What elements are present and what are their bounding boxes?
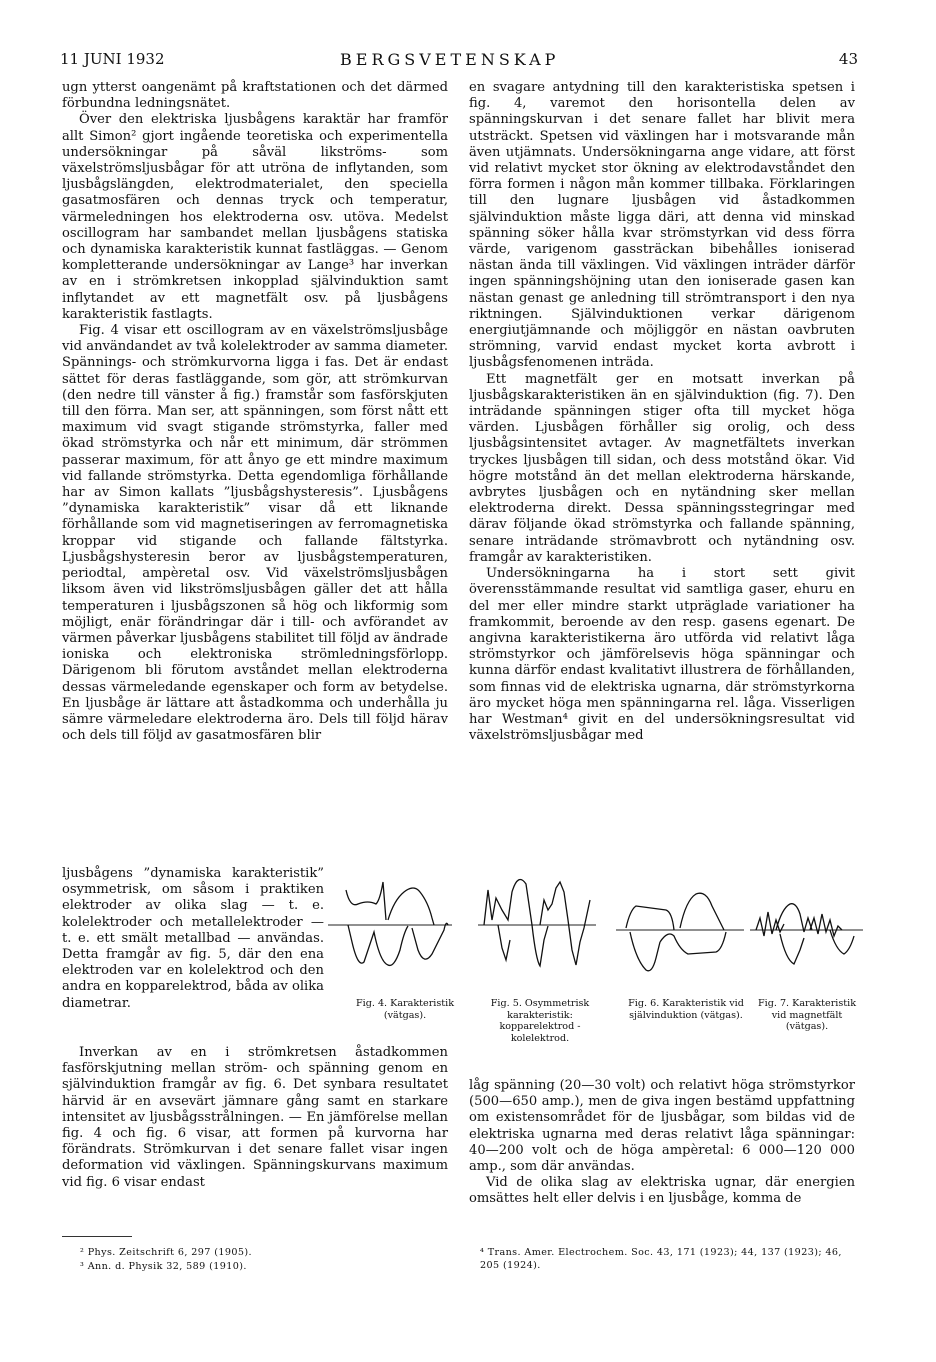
journal-title: BERGSVETENSKAP [340,50,560,69]
paragraph: Vid de olika slag av elektriska ugnar, där energien omsättes helt eller delvis i en ljusbåge, komma de [469,1175,855,1207]
paragraph: Undersökningarna ha i stort sett givit överensstämmande resultat vid samtliga gaser, ehuru en del mer eller mindre starkt utpräglade variationer ha framkommit, beroende av den resp. gasens egenart. De angivna karakteristikerna äro utförda vid relativt låga strömstyrkor och jämförelsevis höga spänningar och kunna därför endast kvalitativt illustrera de förhållanden, som finnas vid de elektriska ugnarna, där strömstyrkorna äro mycket höga men spänningarna rel. låga. Visserligen har Westman⁴ givit en del undersökningsresultat vid växelströmsljusbågar med [469,566,855,744]
page-number: 43 [838,50,858,68]
right-column-top [469,80,855,744]
paragraph: Inverkan av en i strömkretsen åstadkommen fasförskjutning mellan ström- och spänning genom en självinduktion framgår av fig. 6. Det synbara resultatet härvid är en avsevärt jämnare gång samt en starkare intensitet av ljusbågsstrålningen. — En jämförelse mellan fig. 4 och fig. 6 visar, att formen på kurvorna har förändrats. Strömkurvan i det senare fallet visar ingen deformation vid växlingen. Spänningskurvans maximum vid fig. 6 visar endast [62,1045,448,1190]
paragraph: ljusbågens ”dynamiska karakteristik” osymmetrisk, om såsom i praktiken elektroder av olika slag — t. e. kolelektroder och metallelektroder — t. e. ett smält metallbad — användas. Detta framgår av fig. 5, där den ena elektroden var en kolelektrod och den andra en kopparelektrod, båda av olika diametrar. [62,866,324,1011]
paragraph: Fig. 4 visar ett oscillogram av en växelströmsljusbåge vid användandet av två kolelektroder av samma diameter. Spännings- och strömkurvorna ligga i fas. Det är endast sättet för deras fastläggande, som gör, att strömkurvan (den nedre till vänster å fig.) framstår som fasförskjuten till den förra. Man ser, att spänningen, som först nått ett maximum vid svagt stigande strömstyrka, faller med ökad strömstyrka och når ett minimum, där strömmen passerar maximum, för att ånyo ge ett mindre maximum vid fallande strömstyrka. Detta egendomliga förhållande har av Simon kallats ”ljusbågshysteresis”. Ljusbågens ”dynamiska karakteristik” visar då ett liknande förhållande som vid magnetiseringen av ferromagnetiska kroppar vid stigande och fallande fältstyrka. Ljusbågshysteresin beror av ljusbågstemperaturen, periodtal, ampèretal osv. Vid växelströmsljusbågen liksom även vid likströmsljusbågen gäller det att hålla temperaturen i ljusbågszonen så hög och likformig som möjligt, enär förändringar där i till- och avförandet av värmen påverkar ljusbågens stabilitet till följd av ändrade ioniska och elektroniska strömledningsförlopp. Därigenom bli förutom avståndet mellan elektroderna dessas värmeledande egenskaper och form av betydelse. En ljusbåge är lättare att åstadkomma och underhålla ju sämre värmeledare elektroderna äro. Dels till följd härav och dels till följd av gasatmosfären blir [62,323,448,744]
left-column [62,80,448,744]
footnote-rule-left [62,1236,132,1237]
figure-6-caption: Fig. 6. Karakteristik vid självinduktion (vätgas). [628,998,744,1021]
figure-7-oscillogram [750,890,865,980]
paragraph: Ett magnetfält ger en motsatt inverkan på ljusbågskarakteristiken än en självinduktion (fig. 7). Den inträdande spänningen stiger ofta till mycket höga värden. Ljusbågen förhåller sig orolig, och dess ljusbågsintensitet avtager. Av magnetfältets inverkan tryckes ljusbågen till sidan, och dess motstånd ökar. Vid högre motstånd än det mellan elektroderna härskande, avbrytes ljusbågen och en nytändning sker mellan elektroderna direkt. Dessa spänningsstegringar med därav följande ökad strömstyrka och fallande spänning, senare inträdande strömavbrott och nytändning osv. framgår av karakteristiken. [469,371,855,565]
paragraph: Över den elektriska ljusbågens karaktär har framför allt Simon² gjort ingående teoretiska och experimentella undersökningar på såväl likströms- som växelströmsljusbågar för att utröna de inflytanden, som ljusbågslängden, elektrodmaterialet, den speciella gasatmosfären och dennas tryck och temperatur, värmeledningen hos elektroderna osv. utöva. Medelst oscillogram har sambandet mellan ljusbågens statiska och dynamiska karakteristik kunnat fastläggas. — Genom kompletterande undersökningar av Lange³ har inverkan av en i strömkretsen inkopplad självinduktion samt inflytandet av ett magnetfält osv. på ljusbågens karakteristik fastlagts. [62,112,448,322]
header-date: 11 JUNI 1932 [60,50,165,68]
figure-7-caption: Fig. 7. Karakteristik vid magnetfält (vätgas). [757,998,857,1032]
left-narrow-column [62,866,324,1012]
footnote-2: ² Phys. Zeitschrift 6, 297 (1905). [80,1247,252,1258]
figure-5-oscillogram [478,870,598,980]
left-bottom-column [62,1045,448,1191]
figure-6-oscillogram [616,880,746,980]
figure-4-oscillogram [328,870,453,980]
figure-5-caption: Fig. 5. Osymmetrisk karakteristik: kopparelektrod - kolelektrod. [490,998,590,1044]
paragraph: ugn ytterst oangenämt på kraftstationen och det därmed förbundna ledningsnätet. [62,80,448,112]
footnote-3: ³ Ann. d. Physik 32, 589 (1910). [80,1261,247,1272]
paragraph: en svagare antydning till den karakteristiska spetsen i fig. 4, varemot den horisontella delen av spänningskurvan i det senare fallet har blivit mera utsträckt. Spetsen vid växlingen har i motsvarande mån även utjämnats. Undersökningarna ange vidare, att först vid relativt mycket stor ökning av elektrodavståndet den förra formen i någon mån kommer tillbaka. Förklaringen till den lugnare ljusbågen vid åstadkommen självinduktion måste ligga däri, att denna vid minskad spänning söker hålla kvar strömstyrkan vid dess förra värde, varigenom gassträckan bibehålles ioniserad nästan ända till växlingen. Vid växlingen inträder därför ingen spänningshöjning utan den ioniserade gasen kan nästan genast ge anledning till strömtransport i den nya riktningen. Självinduktionen verkar därigenom energiutjämnande och möjliggör en nästan oavbruten strömning, varvid endast mycket korta avbrott i ljusbågsfenomenen inträda. [469,80,855,371]
paragraph: låg spänning (20—30 volt) och relativt höga strömstyrkor (500—650 amp.), men de giva ingen bestämd uppfattning om existensområdet för de ljusbågar, som bildas vid de elektriska ugnarna med deras relativt låga spänningar: 40—200 volt och de höga ampèretal: 6 000—120 000 amp., som där användas. [469,1078,855,1175]
right-column-bottom [469,1078,855,1208]
footnote-4: ⁴ Trans. Amer. Electrochem. Soc. 43, 171 (1923); 44, 137 (1923); 46, 205 (1924). [480,1247,842,1271]
figure-4-caption: Fig. 4. Karakteristik (vätgas). [355,998,455,1021]
